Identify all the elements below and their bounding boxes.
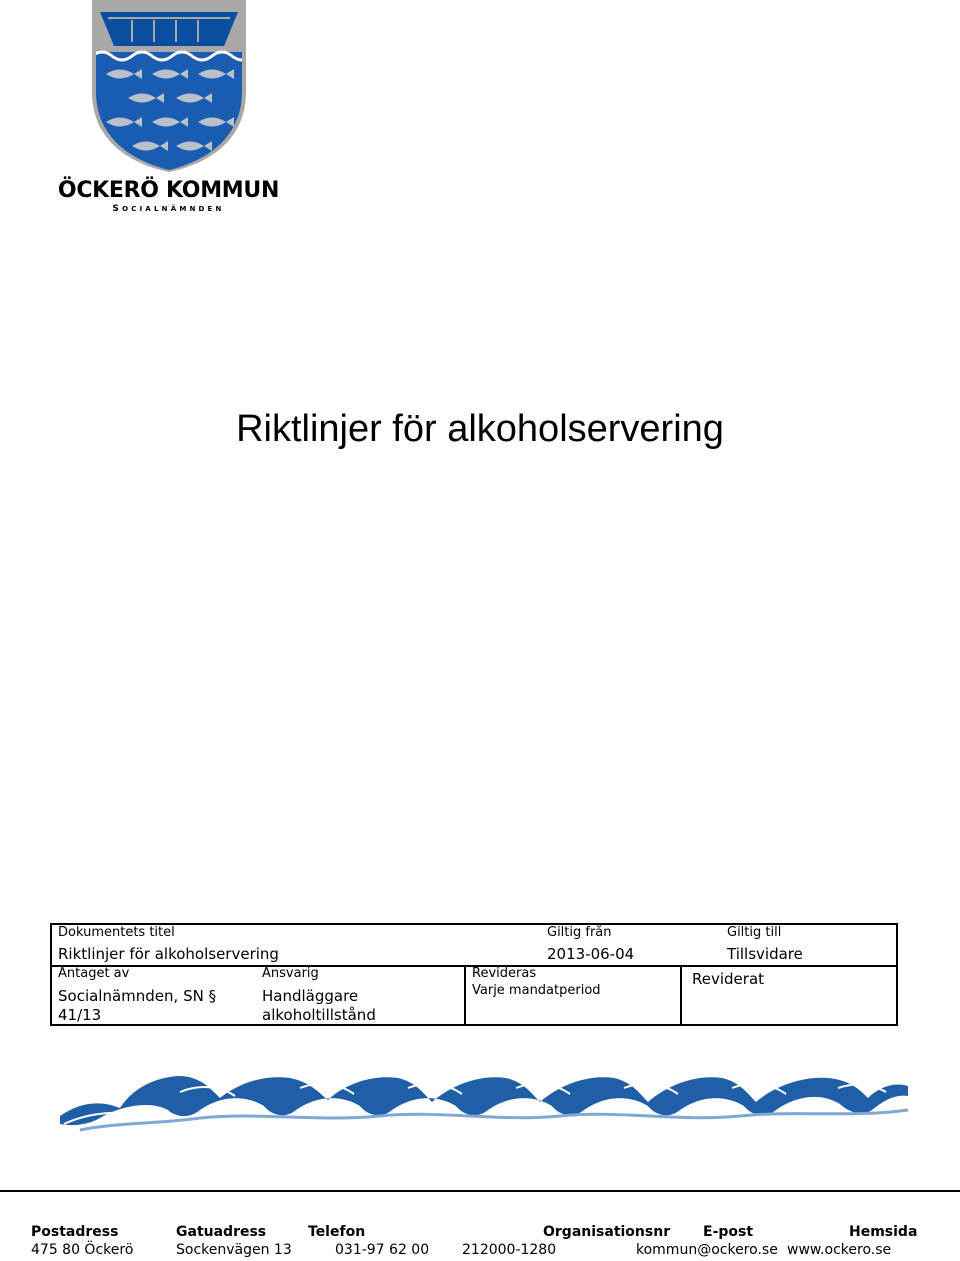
valid-to-label: Giltig till	[727, 925, 782, 940]
valid-from-label: Giltig från	[547, 925, 612, 940]
responsible-value-cont: alkoholtillstånd	[262, 1006, 376, 1024]
email-label: E-post	[703, 1224, 754, 1240]
postal-label: Postadress	[31, 1224, 119, 1240]
responsible-label: Ansvarig	[262, 966, 319, 981]
footer-postal	[31, 1224, 133, 1258]
revision-cycle-value: Varje mandatperiod	[472, 983, 601, 998]
table-divider	[680, 965, 682, 1024]
website-value[interactable]: www.ockero.se	[787, 1242, 892, 1258]
adopted-by-value-cont: 41/13	[58, 1006, 102, 1024]
footer-street	[176, 1224, 292, 1258]
valid-from-value: 2013-06-04	[547, 945, 635, 963]
footer-website	[787, 1224, 917, 1258]
municipality-name: ÖCKERÖ KOMMUN	[57, 178, 280, 203]
postal-value: 475 80 Öckerö	[31, 1242, 134, 1258]
doc-title-label: Dokumentets titel	[58, 925, 175, 940]
municipality-logo	[56, 0, 281, 222]
email-value[interactable]: kommun@ockero.se	[636, 1242, 778, 1258]
revised-label: Reviderat	[692, 970, 765, 988]
valid-to-value: Tillsvidare	[727, 945, 803, 963]
adopted-by-value: Socialnämnden, SN §	[58, 987, 217, 1005]
footer-email	[636, 1224, 778, 1258]
org-number-value: 212000-1280	[462, 1242, 557, 1258]
phone-value: 031-97 62 00	[335, 1242, 430, 1258]
wave-decoration	[60, 1066, 908, 1136]
street-value: Sockenvägen 13	[176, 1242, 292, 1258]
revision-cycle-label: Revideras	[472, 966, 537, 981]
table-divider	[464, 965, 466, 1024]
phone-label: Telefon	[308, 1224, 366, 1240]
document-title: Riktlinjer för alkoholservering	[236, 408, 724, 450]
doc-title-value: Riktlinjer för alkoholservering	[58, 945, 279, 963]
document-metadata-table	[50, 923, 898, 1026]
website-label: Hemsida	[849, 1224, 918, 1240]
footer-divider	[0, 1190, 960, 1192]
department-name: SOCIALNÄMNDEN	[112, 204, 225, 214]
street-label: Gatuadress	[176, 1224, 267, 1240]
footer-phone	[308, 1224, 429, 1258]
org-number-label: Organisationsnr	[543, 1224, 671, 1240]
adopted-by-label: Antaget av	[58, 966, 130, 981]
responsible-value: Handläggare	[262, 987, 359, 1005]
coat-of-arms-icon	[92, 0, 246, 172]
